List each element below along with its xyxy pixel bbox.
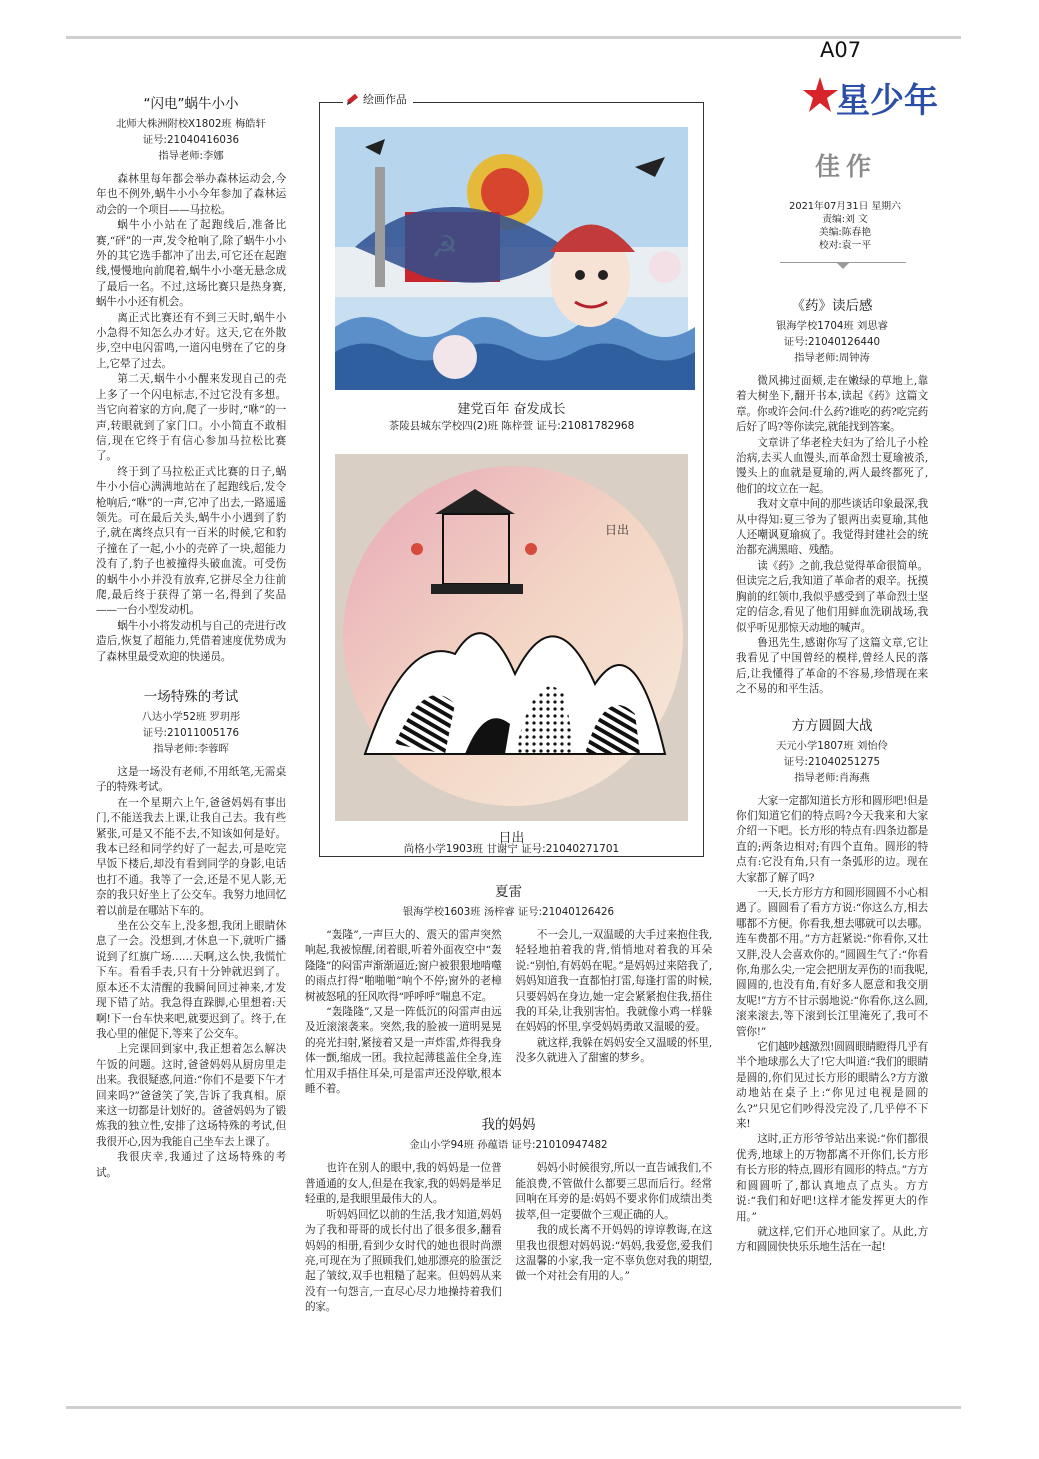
issue-info <box>780 200 910 252</box>
star-icon <box>803 77 838 112</box>
article-body <box>736 374 928 698</box>
paragraph: 离正式比赛还有不到三天时,蜗牛小小急得不知怎么办才好。这天,它在外散步,空中电闪雷鸣,一道闪电劈在了它的身上,它晕了过去。 <box>96 311 286 370</box>
paragraph: 就这样,我躲在妈妈安全又温暖的怀里,没多久就进入了甜蜜的梦乡。 <box>515 1036 712 1065</box>
bottom-rule <box>66 1406 961 1409</box>
paragraph: 微风拂过面颊,走在嫩绿的草地上,靠着大树坐下,翻开书本,读起《药》这篇文章。你或许会问:什么药?谁吃的药?吃完药后好了吗?等你读完,就能找到答案。 <box>736 375 928 434</box>
paragraph: 森林里每年都会举办森林运动会,今年也不例外,蜗牛小小今年参加了森林运动会的一个项目——马拉松。 <box>96 173 286 216</box>
article-body <box>96 765 286 1181</box>
paragraph: 它们越吵越激烈!圆圆眼睛瞪得几乎有半个地球那么大了!它大叫道:“我们的眼睛是圆的,你们见过长方形的眼睛么?方方激动地站在桌子上:“你见过电视是圆的么?”只见它们吵得没完没了,几乎停不下来! <box>736 1041 928 1131</box>
article-meta: 金山小学94班 孙蕴语 证号:21010947482 <box>409 1139 608 1152</box>
article-school: 北师大株洲附校X1802班 梅皓轩 <box>116 118 266 130</box>
issue-date: 2021年07月31日 星期六 <box>789 201 901 212</box>
paragraph: “轰隆”,一声巨大的、震天的雷声突然响起,我被惊醒,闭着眼,听着外面夜空中“轰隆隆”的闷雷声渐渐逼近;窗户被狠狠地啃噬的雨点打得“啪啪啪”响个不停;窗外的老樟树被怒吼的狂风吹得“呼呼呼”喘息不定。 <box>305 929 502 1003</box>
article-title: 我的妈妈 <box>481 1117 536 1134</box>
article-school: 八达小学52班 罗玥彤 <box>141 711 241 723</box>
svg-text:星少年: 星少年 <box>836 81 938 121</box>
paragraph: 一天,长方形方方和圆形圆圆不小心相遇了。圆圆看了看方方说:“你这么方,相去哪都不方便。你看我,想去哪就可以去哪。连车费都不用。”方方赶紧说:“你看你,又壮又胖,没人会喜欢你的。”圆圆生气了:“你看你,角那么尖,一定会把朋友弄伤的!而我呢,圆圆的,也没有角,有好多人愿意和我交朋友呢!”方方不甘示弱地说:“你看你,这么圆,滚来滚去,等下滚到长江里淹死了,我可不管你!” <box>736 886 928 1038</box>
paragraph: 我对文章中间的那些谈话印象最深,我从中得知:夏三爷为了银两出卖夏瑜,其他人还嘲讽夏瑜疯了。我觉得封建社会的统治都充满黑暗、残酷。 <box>736 498 928 557</box>
paragraph: 蜗牛小小将发动机与自己的壳进行改造后,恢复了超能力,凭借着速度优势成为了森林里最受欢迎的快递员。 <box>96 619 286 663</box>
artwork-title: 日出 <box>498 831 525 846</box>
header-divider-arrow <box>836 262 850 269</box>
paragraph: 终于到了马拉松正式比赛的日子,蜗牛小小信心满满地站在了起跑线后,发令枪响后,“咻”的一声,它冲了出去,一路遥遥领先。可在最后关头,蜗牛小小遇到了豹子,就在离终点只有一百米的时候,它和豹子撞在了一起,小小的壳碎了一块,超能力没有了,豹子也被撞得头破血流。可受伤的蜗牛小小并没有放弃,它拼尽全力往前爬,最后终于获得了第一名,得到了奖品——一台小型发动机。 <box>96 465 286 617</box>
article-school: 银海学校1704班 刘思睿 <box>776 320 888 332</box>
paragraph: 坐在公交车上,没多想,我闭上眼睛休息了一会。没想到,才休息一下,就听广播说到了红旗广场……天啊,这么快,我慌忙下车。看看手表,只有十分钟就迟到了。原本还不太清醒的我瞬间回过神来,才发现下错了站。我急得直跺脚,心里想着:天啊!下一台车快来吧,就要迟到了。终于,在我心里的催促下,等来了公交车。 <box>96 920 286 1040</box>
artwork-panel <box>319 102 704 857</box>
paragraph: 大家一定都知道长方形和圆形吧!但是你们知道它们的特点吗?今天我来和大家介绍一下吧。长方形的特点有:四条边都是直的;两条边相对;有四个直角。圆形的特点有:它没有角,只有一条弧形的边。现在大家都了解了吗? <box>736 794 928 884</box>
article-exam <box>96 685 286 1181</box>
right-column <box>736 294 928 1270</box>
article-title: “闪电”蜗牛小小 <box>143 96 239 112</box>
paragraph: 鲁迅先生,感谢你写了这篇文章,它让我看见了中国曾经的模样,曾经人民的落后,让我懂得了革命的不容易,珍惜现在来之不易的和平生活。 <box>736 636 928 696</box>
left-column <box>96 92 286 1195</box>
article-cert: 证号:21040416036 <box>142 134 240 146</box>
painting-sunrise <box>335 454 688 821</box>
paragraph: 第二天,蜗牛小小醒来发现自己的壳上多了一个闪电标志,不过它没有多想。当它向着家的方向,爬了一步时,“咻”的一声,转眼就到了家门口。小小简直不敢相信,现在它终于有信心参加马拉松比赛了。 <box>96 373 286 463</box>
article-body <box>305 1161 712 1315</box>
article-body <box>305 928 712 1097</box>
section-name: 佳作 <box>814 152 877 181</box>
painting-party-centenary <box>335 127 688 390</box>
article-cert: 证号:21040251275 <box>783 755 881 768</box>
artwork-tag-label: 绘画作品 <box>363 93 407 106</box>
paragraph: 蜗牛小小站在了起跑线后,准备比赛,“砰”的一声,发令枪响了,除了蜗牛小小外的其它选手都冲了出去,可它还在起跑线,慢慢地向前爬着,蜗牛小小毫无悬念成了最后一名。不过,这场比赛只是热身赛,蜗牛小小还有机会。 <box>96 219 286 309</box>
article-medicine <box>736 294 928 698</box>
pencil-icon <box>345 92 360 107</box>
article-snail <box>96 92 286 665</box>
brand-logo <box>806 74 938 124</box>
article-body <box>96 172 286 665</box>
paragraph: 上完课回到家中,我正想着怎么解决午饭的问题。这时,爸爸妈妈从厨房里走出来。我很疑惑,问道:“你们不是要下午才回来吗?”爸爸笑了笑,告诉了我真相。原来这一切都是计划好的。爸爸妈妈为了锻炼我的独立性,安排了这场特殊的考试,但我很开心,因为我能自己坐车去上课了。 <box>96 1043 286 1148</box>
paragraph: 在一个星期六上午,爸爸妈妈有事出门,不能送我去上课,让我自己去。我有些紧张,可是又不能不去,不知该如何是好。我本已经和同学约好了一起去,可是吃完早饭下楼后,却没有看到同学的身影,电话也打不通。我等了一会,还是不见人影,无奈的我只好坐上了公交车。我努力地回忆着以前是在哪站下车的。 <box>96 796 286 917</box>
article-shapes <box>736 714 928 1256</box>
article-cert: 证号:21040126440 <box>783 336 881 348</box>
paragraph: 听妈妈回忆以前的生活,我才知道,妈妈为了我和哥哥的成长付出了很多很多,翻看妈妈的相册,看到少女时代的她也很时尚漂亮,可现在为了照顾我们,她那漂亮的脸蛋泛起了皱纹,双手也粗糙了起来。但妈妈从来没有一句怨言,一直尽心尽力地操持着我们的家。 <box>305 1208 502 1314</box>
paragraph: 也许在别人的眼中,我的妈妈是一位普普通通的女人,但是在我家,我的妈妈是举足轻重的,是我眼里最伟大的人。 <box>305 1162 502 1206</box>
paragraph: “轰隆隆”,又是一阵低沉的闷雷声由远及近滚滚袭来。突然,我的脸被一道明晃晃的亮光扫射,紧接着又是一声炸雷,炸得我身体一颤,缩成一团。我拉起薄毯盖住全身,连忙用双手捂住耳朵,可是雷声还没停歇,根本睡不着。 <box>305 1006 502 1096</box>
article-title: 夏雷 <box>495 884 522 900</box>
article-body <box>736 794 928 1256</box>
article-school: 天元小学1807班 刘怡伶 <box>776 739 888 752</box>
paragraph: 不一会儿,一双温暖的大手过来抱住我,轻轻地拍着我的背,悄悄地对着我的耳朵说:“别怕,有妈妈在呢。”是妈妈过来陪我了,妈妈知道我一直都怕打雷,每逢打雷的时候,只要妈妈在身边,她一定会紧紧抱住我,捂住我的耳朵,让我别害怕。我就像小鸡一样躲在妈妈的怀里,享受妈妈勇敢又温暖的爱。 <box>515 929 712 1034</box>
paragraph: 我很庆幸,我通过了这场特殊的考试。 <box>96 1151 286 1179</box>
article-teacher: 指导老师:周钟涛 <box>794 352 870 364</box>
designer: 美编:陈春艳 <box>818 227 872 238</box>
paragraph: 文章讲了华老栓夫妇为了给儿子小栓治病,去买人血馒头,而革命烈士夏瑜被杀,馒头上的血就是夏瑜的,两人最终都死了,他们的坟立在一起。 <box>736 436 928 495</box>
article-title: 《药》读后感 <box>791 298 873 314</box>
svg-text:日出: 日出 <box>605 523 630 537</box>
article-teacher: 指导老师:肖海燕 <box>794 771 870 784</box>
artwork-meta: 尚格小学1903班 甘谢宁 证号:21040271701 <box>403 843 620 855</box>
artwork-tag <box>343 91 413 107</box>
artwork-title: 建党百年 奋发成长 <box>457 402 566 417</box>
editor: 责编:刘 文 <box>822 214 868 225</box>
article-meta: 银海学校1603班 汤梓睿 证号:21040126426 <box>402 906 615 918</box>
article-cert: 证号:21011005176 <box>142 727 240 739</box>
article-thunder <box>305 880 712 1097</box>
paragraph: 妈妈小时候很穷,所以一直告诫我们,不能浪费,不管做什么都要三思而后行。经常回响在耳旁的是:妈妈不要求你们成绩出类拔萃,但一定要做个三观正确的人。 <box>515 1162 712 1221</box>
page-number: A07 <box>820 38 862 62</box>
paragraph: 我的成长离不开妈妈的谆谆教诲,在这里我也很想对妈妈说:“妈妈,我爱您,爱我们这温馨的小家,我一定不辜负您对我的期望,做一个对社会有用的人。” <box>515 1224 712 1283</box>
article-title: 方方圆圆大战 <box>791 717 873 734</box>
article-title: 一场特殊的考试 <box>143 689 239 705</box>
article-teacher: 指导老师:李蓉晖 <box>153 743 229 755</box>
paragraph: 这是一场没有老师,不用纸笔,无需桌子的特殊考试。 <box>96 766 286 794</box>
proofreader: 校对:袁一平 <box>818 240 872 251</box>
paragraph: 这时,正方形爷爷站出来说:“你们都很优秀,地球上的万物都离不开你们,长方形有长方形的特点,圆形有圆形的特点。”方方和圆圆听了,都认真地点了点头。方方说:“我们和好吧!这样才能发挥更大的作用。” <box>736 1133 928 1223</box>
article-teacher: 指导老师:李娜 <box>158 150 224 162</box>
middle-bottom <box>305 880 712 1330</box>
paragraph: 就这样,它们开心地回家了。从此,方方和圆圆快快乐乐地生活在一起! <box>736 1225 928 1254</box>
article-mom <box>305 1113 712 1315</box>
paragraph: 读《药》之前,我总觉得革命很简单。但读完之后,我知道了革命者的艰辛。抚摸胸前的红领巾,我似乎感受到了革命烈士坚定的信念,看见了他们用鲜血洗刷战场,我似乎听见那惊天动地的喊声。 <box>736 559 928 634</box>
artwork-meta: 茶陵县城东学校四(2)班 陈梓萱 证号:21081782968 <box>388 420 635 432</box>
